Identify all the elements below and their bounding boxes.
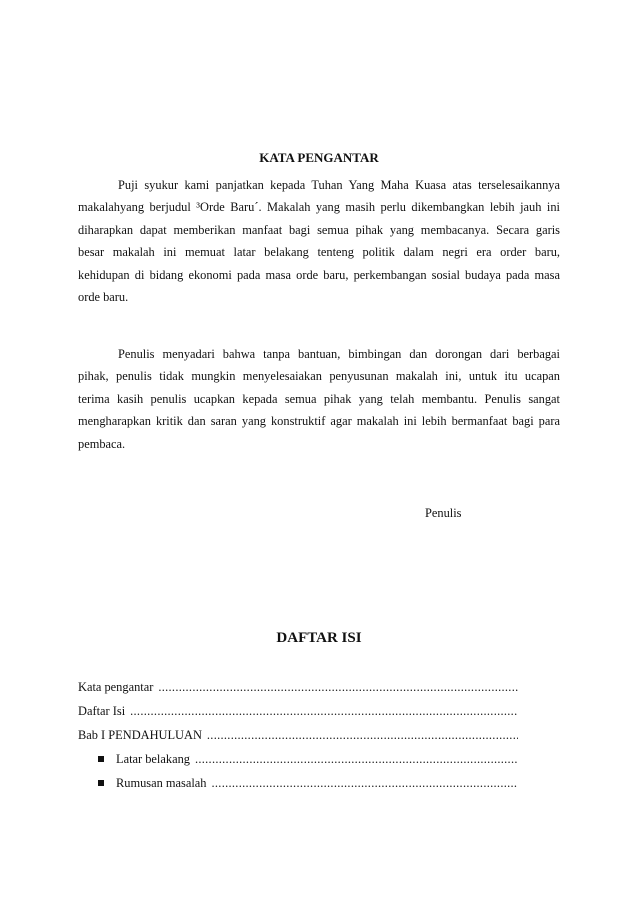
toc-leader-dots xyxy=(130,704,518,719)
intro-paragraph-1 xyxy=(78,174,560,308)
text-line: kehidupan di bidang ekonomi pada masa orde baru, perkembangan sosial budaya pada masa xyxy=(78,267,560,282)
toc-entry-daftar-isi[interactable] xyxy=(78,704,518,728)
toc-entry-label: Kata pengantar xyxy=(78,680,154,694)
toc-leader-dots xyxy=(195,752,518,767)
toc-entry-bab-1[interactable] xyxy=(78,728,518,752)
toc-entry-label: Latar belakang xyxy=(116,752,190,766)
toc-entry-rumusan-masalah[interactable] xyxy=(78,776,518,800)
text-line: Penulis menyadari bahwa tanpa bantuan, bimbingan dan dorongan dari berbagai xyxy=(118,347,560,361)
text-line: orde baru. xyxy=(78,289,129,304)
toc-entry-label: Rumusan masalah xyxy=(116,776,207,790)
text-line: pembaca. xyxy=(78,436,126,451)
table-of-contents xyxy=(78,680,518,800)
daftar-isi-title: DAFTAR ISI xyxy=(276,630,362,646)
kata-pengantar-title: KATA PENGANTAR xyxy=(259,150,379,165)
intro-paragraph-2 xyxy=(78,343,560,455)
text-line: mengharapkan kritik dan saran yang konstruktif agar makalah ini lebih bermanfaat bagi para xyxy=(78,414,560,429)
text-line: diharapkan dapat memberikan manfaat bagi semua pihak yang membacanya. Secara garis xyxy=(78,222,560,237)
square-bullet-icon xyxy=(98,756,104,762)
toc-entry-kata-pengantar[interactable] xyxy=(78,680,518,704)
text-line: besar makalah ini memuat latar belakang tenteng politik dalam negri era order baru, xyxy=(78,245,560,260)
square-bullet-icon xyxy=(98,780,104,786)
text-line: terima kasih penulis ucapkan kepada semua pihak yang telah membantu. Penulis sangat xyxy=(78,391,560,406)
toc-entry-latar-belakang[interactable] xyxy=(78,752,518,776)
text-line: makalahyang berjudul ³Orde Baru´. Makalah yang masih perlu dikembangkan lebih jauh ini xyxy=(78,200,560,215)
text-line: pihak, penulis tidak mungkin menyelesaiakan penyusunan makalah ini, untuk itu ucapan xyxy=(78,369,560,384)
toc-entry-label: Bab I PENDAHULUAN xyxy=(78,728,202,742)
toc-leader-dots xyxy=(158,680,518,695)
toc-leader-dots xyxy=(207,728,518,743)
text-line: Puji syukur kami panjatkan kepada Tuhan Yang Maha Kuasa atas terselesaikannya xyxy=(118,178,560,192)
toc-leader-dots xyxy=(212,776,518,791)
toc-entry-label: Daftar Isi xyxy=(78,704,126,718)
signature-penulis: Penulis xyxy=(425,506,462,520)
